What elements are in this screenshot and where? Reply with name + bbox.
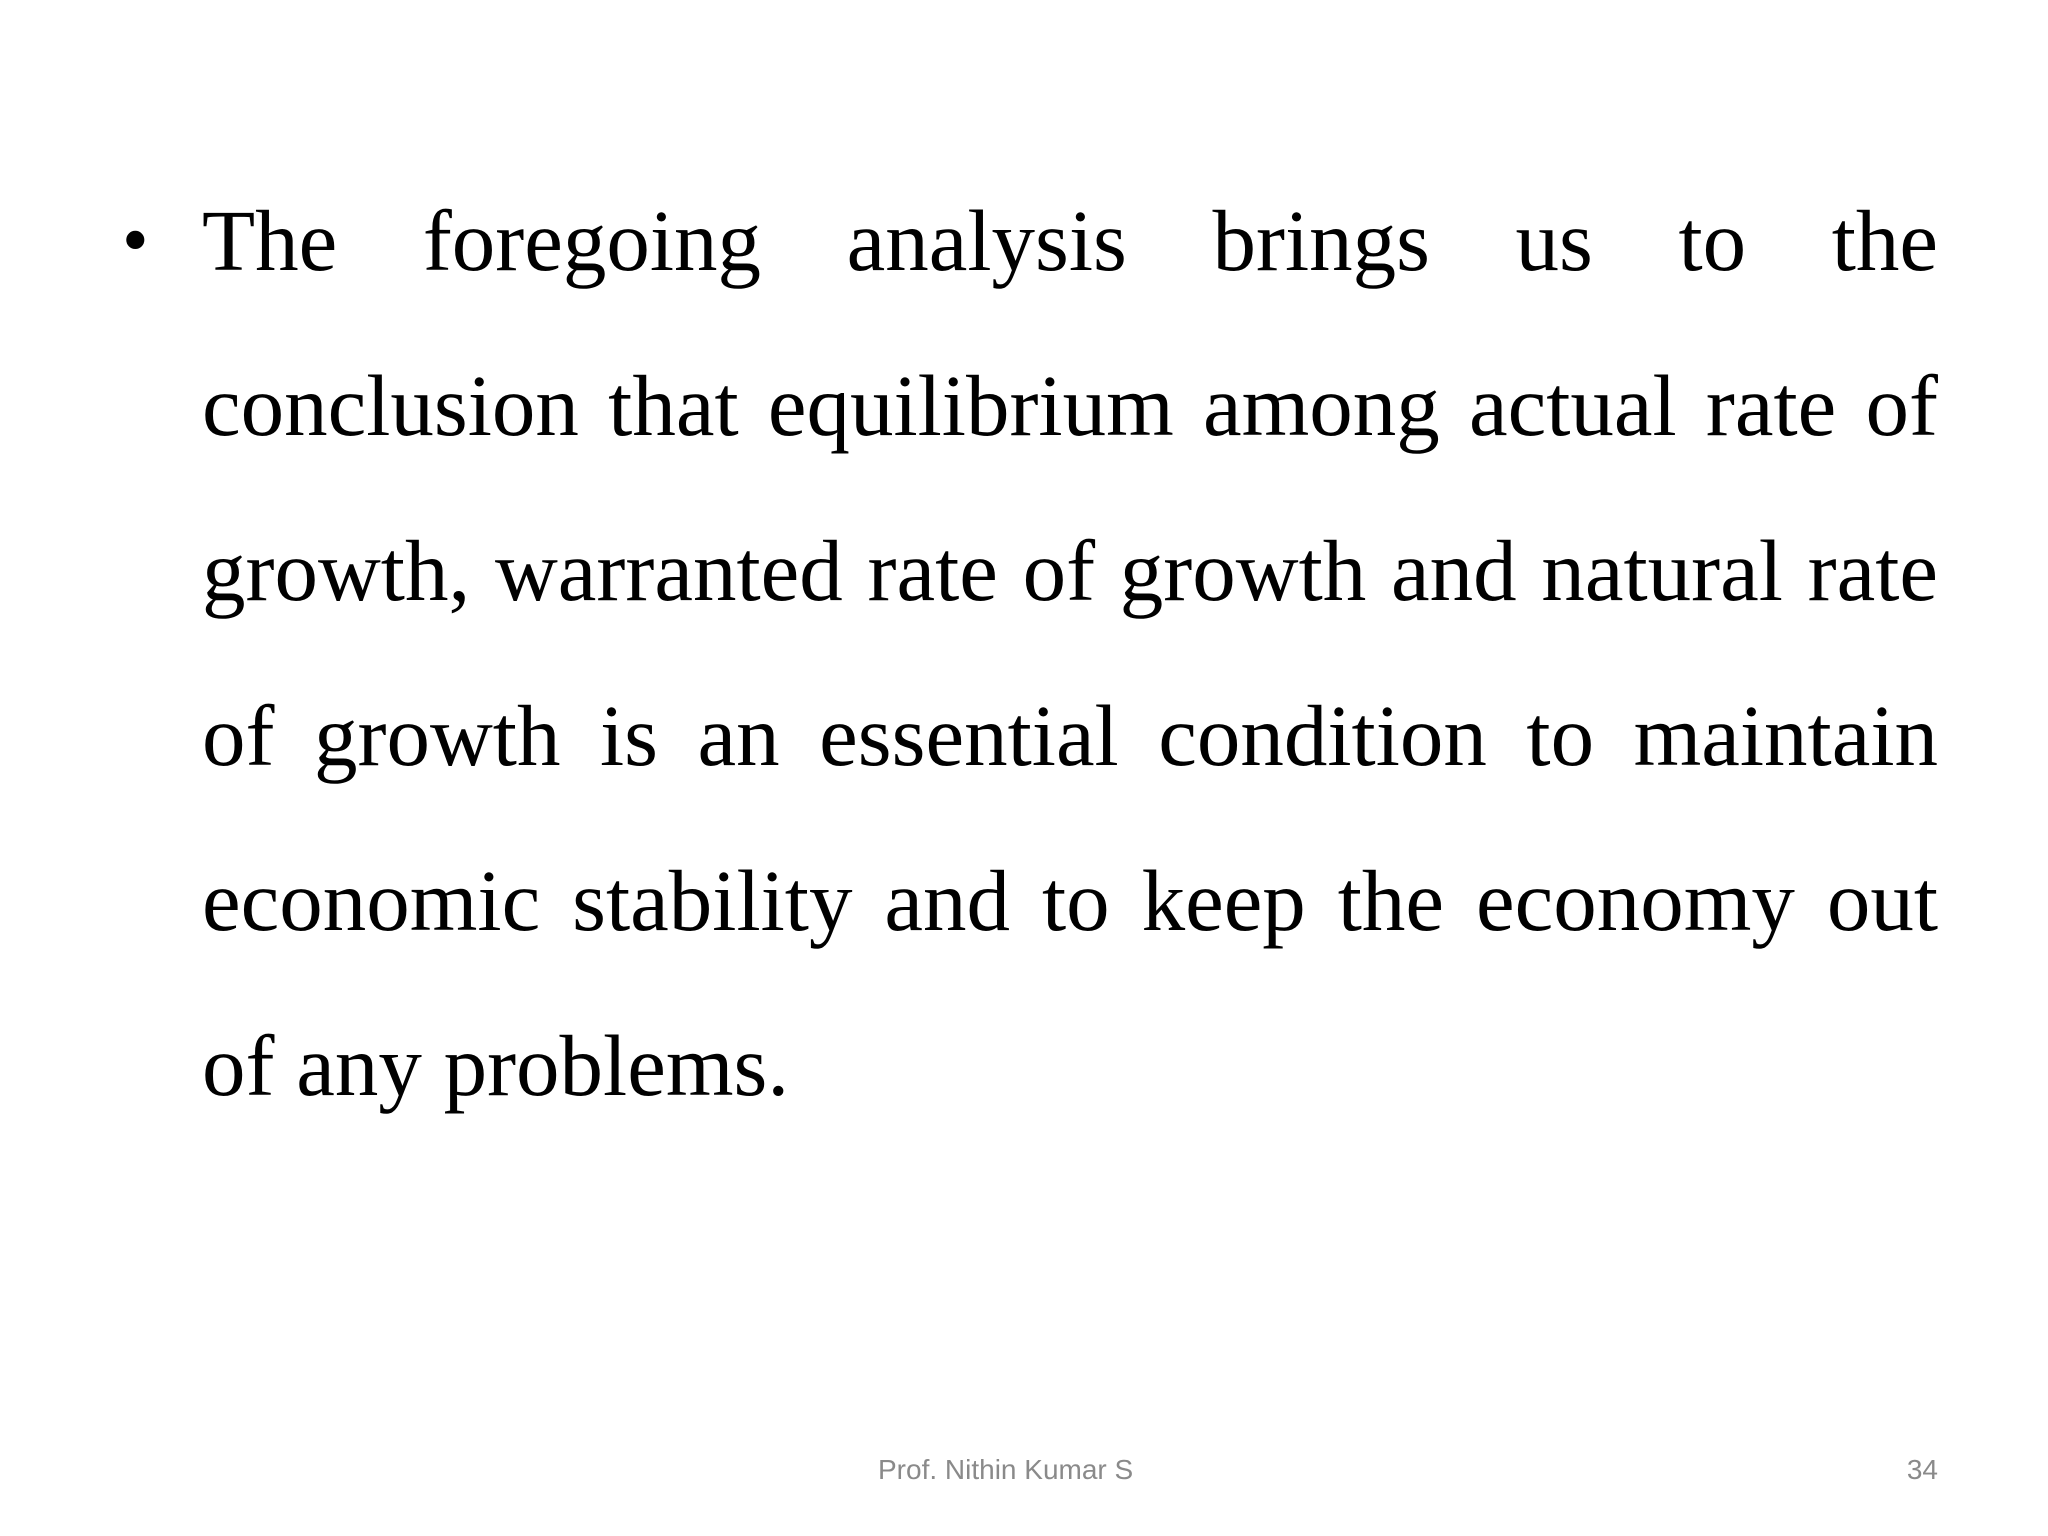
footer-author: Prof. Nithin Kumar S — [878, 1454, 1134, 1485]
bullet-icon: • — [122, 198, 149, 282]
slide-body-text: The foregoing analysis brings us to the conclusion that equilibrium among actual rate of growth, warranted rate of growth and natural rate of growth is an essential condition to maintain economic stability and to keep the economy out of any problems. — [202, 192, 1938, 1114]
page-number: 34 — [1906, 1454, 1938, 1485]
